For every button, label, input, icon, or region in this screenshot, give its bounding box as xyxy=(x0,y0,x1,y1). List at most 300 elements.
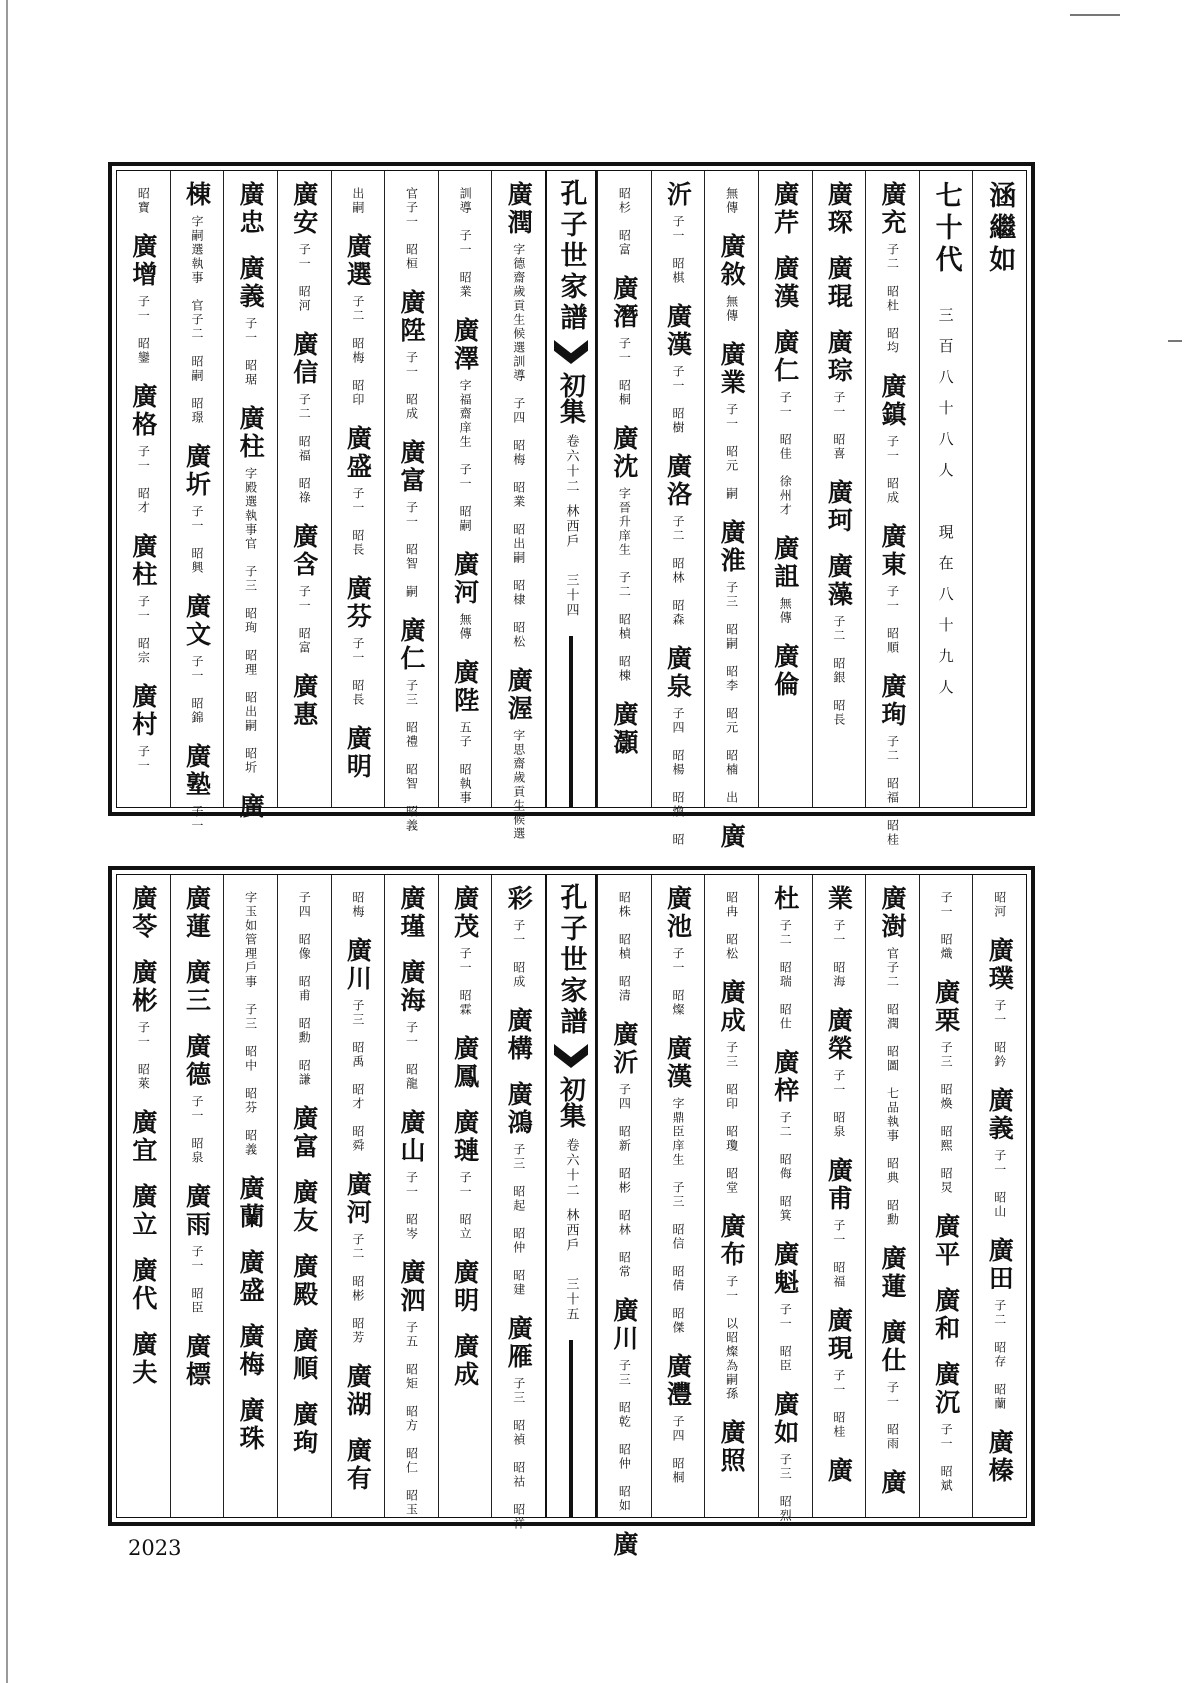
person-name: 廣敘 xyxy=(717,233,747,289)
lineage-entry xyxy=(459,181,471,299)
book-spine-column xyxy=(545,875,597,1517)
lineage-entry xyxy=(450,317,480,533)
lineage-entry xyxy=(877,1469,907,1497)
entry-column xyxy=(117,171,170,807)
lineage-entry xyxy=(182,181,212,425)
lineage-entry xyxy=(504,667,534,841)
lineage-entry xyxy=(877,523,907,655)
person-name: 廣詛 xyxy=(770,535,800,591)
lineage-entry xyxy=(182,1033,212,1165)
person-note: 子一 昭山 xyxy=(992,1149,1007,1219)
person-note: 子一 昭成 xyxy=(511,919,526,989)
lineage-entry xyxy=(504,1315,534,1531)
lineage-entry xyxy=(343,425,373,557)
lineage-entry xyxy=(182,593,212,725)
lineage-entry xyxy=(289,181,319,313)
lineage-entry xyxy=(770,1241,800,1373)
person-note: 子一 昭臣 xyxy=(778,1303,793,1373)
person-note: 子一 xyxy=(189,805,204,833)
lineage-entry xyxy=(236,405,266,775)
scan-mark xyxy=(1070,14,1120,16)
book-title: 孔子世家譜 xyxy=(555,883,587,1038)
lineage-entry xyxy=(770,181,800,237)
entry-column xyxy=(438,171,492,807)
lineage-entry xyxy=(289,1105,319,1161)
person-note: 子三 昭禎 昭祜 昭祥 xyxy=(511,1377,526,1531)
lineage-entry xyxy=(770,1049,800,1223)
entry-column xyxy=(651,171,705,847)
section-heading: 七十代 xyxy=(930,181,962,277)
person-name: 廣文 xyxy=(182,593,212,649)
person-name: 廣甫 xyxy=(824,1157,854,1213)
person-name: 廣義 xyxy=(236,255,266,311)
person-name: 廣柱 xyxy=(236,405,266,461)
entry-column xyxy=(331,875,385,1517)
lineage-entry xyxy=(128,885,158,941)
person-note: 子二 昭福 昭祿 xyxy=(297,393,312,505)
lineage-entry xyxy=(504,1081,534,1297)
fish-tail-mark xyxy=(554,340,588,364)
person-note: 子三 昭起 昭仲 昭建 xyxy=(511,1143,526,1297)
person-name: 廣漢 xyxy=(663,1035,693,1091)
lineage-entry xyxy=(663,181,693,285)
lineage-entry xyxy=(770,329,800,517)
lineage-entry xyxy=(609,275,639,407)
lineage-entry xyxy=(877,373,907,505)
house-label: 林西戶 xyxy=(563,504,579,549)
book-title: 孔子世家譜 xyxy=(555,179,587,334)
person-name: 廣魁 xyxy=(770,1241,800,1297)
lineage-entry xyxy=(770,1391,800,1523)
person-name: 廣珠 xyxy=(236,1397,266,1453)
entry-column xyxy=(919,875,973,1517)
entry-column xyxy=(651,875,705,1517)
lineage-entry xyxy=(931,1287,961,1343)
lineage-entry xyxy=(717,979,747,1195)
entry-column xyxy=(972,875,1026,1517)
lineage-entry xyxy=(609,1021,639,1279)
person-note: 子四 昭楊 昭煥 昭 xyxy=(670,707,685,847)
person-name: 廣標 xyxy=(182,1333,212,1389)
person-note: 子三 昭嗣 昭李 昭元 昭楠 出 xyxy=(724,581,739,805)
person-name: 廣信 xyxy=(289,331,319,387)
lineage-entry xyxy=(927,181,966,710)
lineage-entry xyxy=(985,1429,1015,1485)
person-name: 廣河 xyxy=(343,1171,373,1227)
lineage-entry xyxy=(289,673,319,729)
person-name: 廣柱 xyxy=(128,533,158,589)
person-note: 子二 昭侮 昭箕 xyxy=(778,1111,793,1223)
person-note: 字鼎臣庠生 子三 昭信 昭倩 昭傑 xyxy=(670,1097,685,1335)
scan-mark xyxy=(1168,340,1182,342)
person-name: 廣如 xyxy=(770,1391,800,1447)
person-name: 廣鳳 xyxy=(450,1035,480,1091)
person-name: 廣川 xyxy=(343,937,373,993)
person-note: 子一 昭長 xyxy=(350,487,365,557)
person-name: 廣海 xyxy=(396,959,426,1015)
lineage-entry xyxy=(128,1109,158,1165)
person-name: 廣彬 xyxy=(128,959,158,1015)
person-name: 廣沉 xyxy=(931,1361,961,1417)
person-note: 子一 昭立 xyxy=(458,1171,473,1241)
person-note: 子一 昭桐 xyxy=(617,337,632,407)
person-note: 昭冉 昭松 xyxy=(724,891,739,961)
person-name: 廣池 xyxy=(663,885,693,941)
entry-column xyxy=(812,875,866,1517)
lineage-entry xyxy=(182,1333,212,1389)
person-note: 字玉如管理戶事 子三 昭中 昭芬 昭義 xyxy=(243,891,258,1157)
entry-column xyxy=(491,171,545,841)
person-name: 廣琨 xyxy=(824,255,854,311)
person-name: 廣山 xyxy=(396,1109,426,1165)
person-note: 字福齋庠生 子一 昭嗣 xyxy=(458,379,473,533)
person-note: 昭杉 昭富 xyxy=(617,187,632,257)
lineage-entry xyxy=(717,341,747,501)
lineage-entry xyxy=(824,329,854,461)
lineage-entry xyxy=(663,453,693,627)
lineage-entry xyxy=(985,1087,1015,1219)
person-note: 官子二 昭潤 昭圖 七品執事 昭典 昭勳 xyxy=(885,947,900,1227)
person-note: 子三 昭烈 xyxy=(778,1453,793,1523)
person-name: 廣格 xyxy=(128,383,158,439)
person-note: 子一 昭鑾 xyxy=(136,295,151,365)
person-name: 廣增 xyxy=(128,233,158,289)
person-name: 廣代 xyxy=(128,1257,158,1313)
lineage-entry xyxy=(877,1245,907,1301)
entry-column xyxy=(597,875,651,1559)
person-name: 廣照 xyxy=(717,1419,747,1475)
person-note: 子二 昭銀 昭長 xyxy=(831,615,846,727)
person-name: 廣構 xyxy=(504,1007,534,1063)
person-note: 子一 昭斌 xyxy=(939,1423,954,1493)
lineage-entry xyxy=(128,1183,158,1239)
person-name: 廣川 xyxy=(609,1297,639,1353)
person-name: 杜 xyxy=(770,885,800,913)
person-note: 子一 xyxy=(136,745,151,773)
person-note: 子一 昭元 嗣 xyxy=(724,403,739,501)
volume-label: 卷六十二 xyxy=(563,1138,579,1198)
lineage-entry xyxy=(663,645,693,847)
lineage-entry xyxy=(618,885,630,1003)
spine-bar xyxy=(569,1340,573,1517)
lineage-entry xyxy=(985,937,1015,1069)
entry-column xyxy=(438,875,492,1517)
lineage-entry xyxy=(182,443,212,575)
person-name: 廣有 xyxy=(343,1437,373,1493)
person-name: 廣瑾 xyxy=(396,885,426,941)
person-name: 廣陞 xyxy=(396,289,426,345)
section-heading: 涵繼如 xyxy=(984,181,1016,277)
lineage-entry xyxy=(824,1157,854,1289)
person-note: 字晉升庠生 子二 昭楨 昭棟 xyxy=(617,487,632,683)
person-name: 廣蓮 xyxy=(182,885,212,941)
fish-tail-mark xyxy=(554,1044,588,1068)
lineage-entry xyxy=(128,383,158,515)
person-note: 子一 昭熾 xyxy=(939,891,954,961)
lineage-entry xyxy=(618,181,630,257)
person-note: 子一 昭龍 xyxy=(404,1021,419,1091)
lineage-entry xyxy=(717,1419,747,1475)
house-label: 林西戶 xyxy=(563,1208,579,1253)
person-name: 廣仁 xyxy=(396,617,426,673)
person-name: 廣和 xyxy=(931,1287,961,1343)
person-name: 廣芹 xyxy=(770,181,800,237)
entry-column xyxy=(331,171,385,807)
person-name: 廣梅 xyxy=(236,1323,266,1379)
lineage-entry xyxy=(343,233,373,407)
person-note: 無傳 xyxy=(724,187,739,215)
lineage-entry xyxy=(940,885,952,961)
person-note: 字殿選執事官 子三 昭珣 昭理 昭出嗣 昭圻 xyxy=(243,467,258,775)
person-name: 廣成 xyxy=(450,1333,480,1389)
lineage-entry xyxy=(396,439,426,599)
lineage-entry xyxy=(289,331,319,505)
person-name: 廣灃 xyxy=(663,1353,693,1409)
entry-column xyxy=(865,171,919,847)
entry-column xyxy=(170,171,224,833)
person-name: 廣漢 xyxy=(770,255,800,311)
leaf-number: 三十五 xyxy=(563,1277,579,1322)
person-name: 廣沈 xyxy=(609,425,639,481)
lineage-entry xyxy=(289,1179,319,1235)
person-note: 子一 昭桂 xyxy=(831,1369,846,1439)
person-name: 廣 xyxy=(717,823,747,851)
lineage-entry xyxy=(182,885,212,941)
person-name: 棟 xyxy=(182,181,212,209)
person-name: 廣 xyxy=(236,793,266,821)
person-name: 廣漢 xyxy=(663,303,693,359)
lineage-entry xyxy=(128,1331,158,1387)
lineage-entry xyxy=(396,617,426,833)
person-note: 字思齋歲貢生候選 xyxy=(511,729,526,841)
person-note: 子一 昭智 嗣 xyxy=(404,501,419,599)
person-note: 子一 昭琚 xyxy=(243,317,258,387)
person-name: 廣友 xyxy=(289,1179,319,1235)
person-note: 昭河 xyxy=(992,891,1007,919)
person-name: 廣潤 xyxy=(504,181,534,237)
person-name: 廣灝 xyxy=(609,701,639,757)
person-name: 廣澍 xyxy=(877,885,907,941)
lineage-entry xyxy=(770,255,800,311)
person-note: 子一 昭雨 xyxy=(885,1381,900,1451)
lineage-entry xyxy=(663,303,693,435)
lineage-entry xyxy=(236,1397,266,1453)
person-name: 廣渥 xyxy=(504,667,534,723)
person-name: 業 xyxy=(824,885,854,913)
person-note: 五子 昭執事 xyxy=(458,721,473,805)
person-note: 訓導 子一 昭業 xyxy=(458,187,473,299)
lineage-entry xyxy=(824,885,854,989)
spine-bar xyxy=(569,636,573,807)
person-name: 廣鎮 xyxy=(877,373,907,429)
person-note: 子一 昭才 xyxy=(136,445,151,515)
lineage-entry xyxy=(128,959,158,1091)
person-note: 子一 昭成 xyxy=(885,435,900,505)
lineage-entry xyxy=(245,885,257,1157)
person-name: 廣義 xyxy=(985,1087,1015,1143)
person-name: 廣沂 xyxy=(609,1021,639,1077)
lineage-entry xyxy=(824,255,854,311)
lineage-entry xyxy=(343,1171,373,1345)
person-name: 廣成 xyxy=(717,979,747,1035)
person-name: 廣淮 xyxy=(717,519,747,575)
lineage-entry xyxy=(877,1319,907,1451)
lineage-entry xyxy=(877,673,907,847)
lineage-entry xyxy=(236,181,266,237)
person-name: 廣富 xyxy=(396,439,426,495)
entry-column xyxy=(865,875,919,1517)
lineage-entry xyxy=(405,181,417,271)
person-note: 子一 昭富 xyxy=(297,585,312,655)
person-name: 廣充 xyxy=(877,181,907,237)
person-name: 廣榮 xyxy=(824,1007,854,1063)
entry-column xyxy=(704,875,758,1517)
person-name: 廣璉 xyxy=(450,1109,480,1165)
person-name: 廣倫 xyxy=(770,643,800,699)
person-name: 廣業 xyxy=(717,341,747,397)
lineage-entry xyxy=(298,885,310,1087)
entry-column xyxy=(223,171,277,821)
person-name: 廣 xyxy=(877,1469,907,1497)
generation-count: 三百八十八人 現在八十九人 xyxy=(936,307,955,710)
person-name: 廣榛 xyxy=(985,1429,1015,1485)
lineage-entry xyxy=(236,793,266,821)
lineage-entry xyxy=(824,1457,854,1485)
person-note: 子三 昭禮 昭智 昭義 xyxy=(404,679,419,833)
person-note: 子一 昭喜 xyxy=(831,391,846,461)
entry-column xyxy=(223,875,277,1517)
person-note: 子一 昭鈐 xyxy=(992,999,1007,1069)
lineage-entry xyxy=(396,1259,426,1517)
lineage-entry xyxy=(609,701,639,757)
person-name: 廣琮 xyxy=(824,329,854,385)
lineage-entry xyxy=(770,885,800,1031)
person-note: 昭寶 xyxy=(136,187,151,215)
lineage-entry xyxy=(396,1109,426,1241)
person-name: 廣 xyxy=(824,1457,854,1485)
person-note: 子一 昭宗 xyxy=(136,595,151,665)
person-note: 昭株 昭楨 昭清 xyxy=(617,891,632,1003)
lineage-entry xyxy=(717,519,747,805)
lineage-entry xyxy=(396,289,426,421)
lineage-entry xyxy=(877,181,907,355)
person-name: 廣三 xyxy=(182,959,212,1015)
collection-label: 初集 xyxy=(555,1076,586,1128)
person-name: 廣洛 xyxy=(663,453,693,509)
person-note: 子一 昭成 xyxy=(404,351,419,421)
lineage-entry xyxy=(343,937,373,1153)
person-name: 廣琛 xyxy=(824,181,854,237)
person-name: 廣潛 xyxy=(609,275,639,331)
person-note: 子一 昭泉 xyxy=(189,1095,204,1165)
person-note: 無傳 xyxy=(778,597,793,625)
entry-column xyxy=(919,171,973,807)
person-name: 廣泗 xyxy=(396,1259,426,1315)
person-note: 昭梅 xyxy=(350,891,365,919)
person-note: 子一 昭錦 xyxy=(189,655,204,725)
person-note: 子一 昭棋 xyxy=(670,215,685,285)
person-name: 廣芬 xyxy=(343,575,373,631)
lineage-entry xyxy=(770,643,800,699)
lineage-entry xyxy=(726,885,738,961)
lineage-entry xyxy=(450,551,480,641)
lineage-entry xyxy=(994,885,1006,919)
person-note: 子一 昭萊 xyxy=(136,1021,151,1091)
person-name: 廣東 xyxy=(877,523,907,579)
person-note: 子三 昭煥 昭熙 昭炅 xyxy=(939,1041,954,1195)
person-name: 廣湖 xyxy=(343,1363,373,1419)
person-name: 沂 xyxy=(663,181,693,209)
person-note: 官子一 昭桓 xyxy=(404,187,419,271)
entry-column xyxy=(384,171,438,833)
lineage-entry xyxy=(717,233,747,323)
lineage-entry xyxy=(824,553,854,727)
person-name: 廣蘭 xyxy=(236,1175,266,1231)
person-note: 子二 昭林 昭森 xyxy=(670,515,685,627)
person-note: 子一 昭泉 xyxy=(831,1069,846,1139)
person-name: 廣珂 xyxy=(824,479,854,535)
person-note: 子二 昭彬 昭芳 xyxy=(350,1233,365,1345)
person-note: 出嗣 xyxy=(350,187,365,215)
lineage-entry xyxy=(931,979,961,1195)
lineage-entry xyxy=(450,659,480,805)
lineage-entry xyxy=(450,1109,480,1241)
lineage-entry xyxy=(128,683,158,773)
lineage-entry xyxy=(824,479,854,535)
lineage-entry xyxy=(289,1401,319,1457)
person-note: 子一 昭長 xyxy=(350,637,365,707)
entry-column xyxy=(972,171,1026,807)
lineage-entry xyxy=(289,1253,319,1309)
lineage-entry xyxy=(236,1249,266,1305)
entry-column xyxy=(170,875,224,1517)
lineage-entry xyxy=(609,1297,639,1513)
person-note: 子二 昭瑞 昭仕 xyxy=(778,919,793,1031)
person-note: 子四 昭新 昭彬 昭林 昭常 xyxy=(617,1083,632,1279)
person-name: 廣安 xyxy=(289,181,319,237)
person-note: 子三 昭乾 昭仲 昭如 xyxy=(617,1359,632,1513)
entry-column xyxy=(491,875,545,1531)
entry-column xyxy=(812,171,866,807)
lineage-entry xyxy=(985,1237,1015,1411)
person-name: 廣栗 xyxy=(931,979,961,1035)
lineage-entry xyxy=(182,743,212,833)
person-name: 廣鴻 xyxy=(504,1081,534,1137)
lineage-entry xyxy=(352,181,364,215)
person-note: 子三 昭印 昭瓊 昭堂 xyxy=(724,1041,739,1195)
lineage-entry xyxy=(504,1007,534,1063)
lineage-entry xyxy=(396,959,426,1091)
collection-label: 初集 xyxy=(555,372,586,424)
person-note: 子二 昭梅 昭印 xyxy=(350,295,365,407)
lineage-entry xyxy=(343,1363,373,1419)
person-name: 廣盛 xyxy=(236,1249,266,1305)
book-spine-column xyxy=(545,171,597,807)
person-name: 廣茂 xyxy=(450,885,480,941)
lineage-entry xyxy=(450,1035,480,1091)
lineage-entry xyxy=(504,181,534,649)
person-name: 廣含 xyxy=(289,523,319,579)
lineage-entry xyxy=(450,1333,480,1389)
lineage-entry xyxy=(877,885,907,1227)
lineage-entry xyxy=(824,1307,854,1439)
person-note: 子五 昭矩 昭方 昭仁 昭玉 xyxy=(404,1321,419,1517)
person-note: 子一 以昭燦為嗣孫 xyxy=(724,1275,739,1401)
person-note: 子三 昭禹 昭才 昭舜 xyxy=(350,999,365,1153)
lineage-entry xyxy=(182,1183,212,1315)
person-name: 廣仁 xyxy=(770,329,800,385)
entry-column xyxy=(597,171,651,807)
